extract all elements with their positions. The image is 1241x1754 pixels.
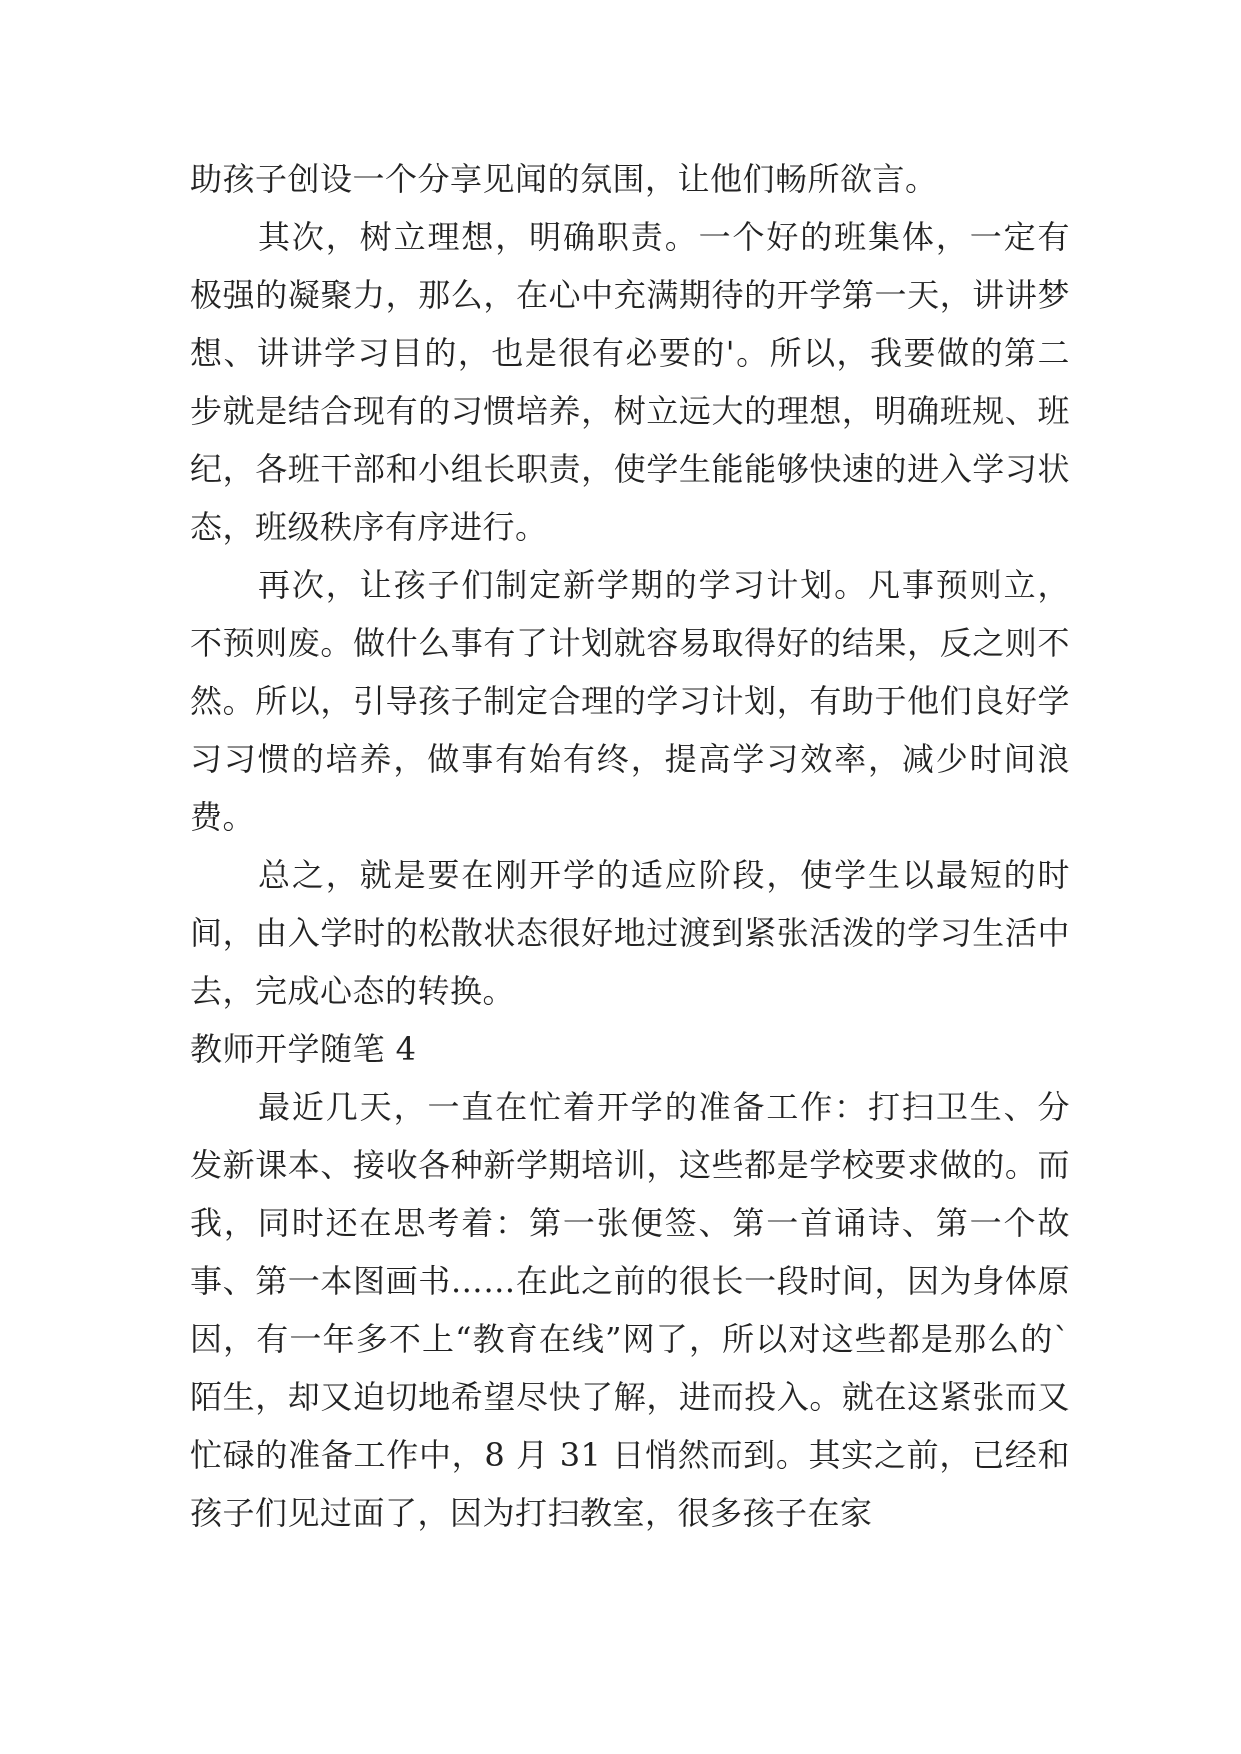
section-heading: 教师开学随笔 4 [190, 1030, 417, 1068]
paragraph-3: 再次，让孩子们制定新学期的学习计划。凡事预则立，不预则废。做什么事有了计划就容易取得好的结果，反之则不然。所以，引导孩子制定合理的学习计划，有助于他们良好学习习惯的培养，做事有始有终，提高学习效率，减少时间浪费。 [190, 566, 1070, 836]
paragraph-2: 其次，树立理想，明确职责。一个好的班集体，一定有极强的凝聚力，那么，在心中充满期待的开学第一天，讲讲梦想、讲讲学习目的，也是很有必要的'。所以，我要做的第二步就是结合现有的习惯培养，树立远大的理想，明确班规、班纪，各班干部和小组长职责，使学生能能够快速的进入学习状态，班级秩序有序进行。 [190, 218, 1070, 546]
paragraph-1: 助孩子创设一个分享见闻的氛围，让他们畅所欲言。 [190, 160, 938, 198]
paragraph-5: 最近几天，一直在忙着开学的准备工作：打扫卫生、分发新课本、接收各种新学期培训，这些都是学校要求做的。而我，同时还在思考着：第一张便签、第一首诵诗、第一个故事、第一本图画书……在此之前的很长一段时间，因为身体原因，有一年多不上“教育在线”网了，所以对这些都是那么的`陌生，却又迫切地希望尽快了解，进而投入。就在这紧张而又忙碌的准备工作中，8 月 31 日悄然而到。其实之前，已经和孩子们见过面了，因为打扫教室，很多孩子在家 [190, 1088, 1070, 1532]
paragraph-4: 总之，就是要在刚开学的适应阶段，使学生以最短的时间，由入学时的松散状态很好地过渡到紧张活泼的学习生活中去，完成心态的转换。 [190, 856, 1070, 1010]
document-page [190, 150, 1070, 1542]
